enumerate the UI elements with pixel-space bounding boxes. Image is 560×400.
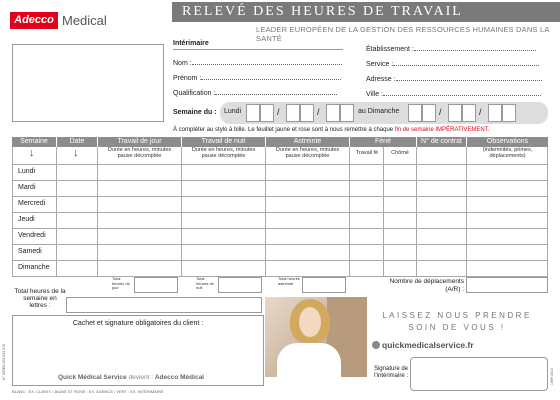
date-box[interactable] [260, 104, 274, 122]
sub-header-duree: Durée en heures, minutes pause décomptée [275, 147, 340, 159]
col-divider [56, 147, 57, 277]
week-date-strip [220, 102, 548, 124]
total-semaine-label: Total heures de la semaine en lettres : [14, 288, 66, 309]
qualification-field[interactable]: Qualification : [173, 88, 337, 97]
col-divider [265, 147, 266, 277]
total-jour-label: Total heures de jour [112, 276, 130, 290]
interimaire-signature-box[interactable] [410, 357, 548, 391]
ville-field[interactable]: Ville : [366, 89, 541, 98]
sub-header-observations: (indemnités, primes, déplacements) [482, 147, 533, 159]
form-title: RELEVÉ DES HEURES DE TRAVAIL [172, 2, 560, 22]
row-divider [12, 260, 548, 261]
date-separator: / [277, 107, 280, 117]
date-box[interactable] [448, 104, 462, 122]
date-box[interactable] [246, 104, 260, 122]
etablissement-field[interactable]: Établissement : [366, 44, 536, 53]
row-divider [12, 180, 548, 181]
section-divider [173, 49, 343, 50]
sub-header-travail-ferie: Travail fé [355, 150, 379, 156]
siren-code: N° SIREN 403 034 619 [2, 343, 6, 380]
sub-header-chome: Chômé [391, 150, 409, 156]
nom-field[interactable]: Nom : [173, 58, 342, 67]
day-label-jeudi: Jeudi [18, 216, 35, 223]
sub-header-duree: Durée en heures, minutes pause décomptée [107, 147, 172, 159]
instructions-note: À compléter au stylo à bille. Le feuillet jaune et rose sont à nous remettre à chaque fin de semaine IMPÉRATIVEMENT. [173, 127, 490, 133]
day-label-mercredi: Mercredi [18, 200, 46, 207]
day-label-lundi: Lundi [18, 168, 36, 175]
semaine-label: Semaine du : [173, 109, 217, 116]
day-label-samedi: Samedi [18, 248, 42, 255]
row-divider [12, 244, 548, 245]
date-separator: / [479, 107, 482, 117]
date-box[interactable] [408, 104, 422, 122]
day-label-vendredi: Vendredi [18, 232, 46, 239]
date-box[interactable] [422, 104, 436, 122]
col-header-astreinte: Astreinte [266, 137, 349, 147]
row-divider [12, 196, 548, 197]
down-arrow-icon: ↓ [73, 147, 79, 159]
date-box[interactable] [502, 104, 516, 122]
logo-subtitle: Medical [62, 13, 107, 28]
down-arrow-icon: ↓ [29, 147, 35, 159]
row-divider [12, 228, 548, 229]
promo-url-link[interactable]: quickmedicalservice.fr [372, 340, 474, 350]
adresse-field[interactable]: Adresse : [366, 74, 542, 83]
hours-table [12, 137, 548, 279]
date-separator: / [317, 107, 320, 117]
qms-logo-icon [372, 341, 380, 349]
date-box[interactable] [462, 104, 476, 122]
sub-header-duree: Durée en heures, minutes pause décomptée [191, 147, 256, 159]
col-header-jour: Travail de jour [98, 137, 181, 147]
interimaire-section-label: Intérimaire [173, 40, 209, 47]
col-divider [416, 147, 417, 277]
interimaire-signature-label: Signature de l'intérimaire : [373, 366, 408, 379]
col-header-ferie: Férié [350, 137, 416, 147]
col-header-contrat: N° de contrat [417, 137, 466, 147]
col-divider [466, 147, 467, 277]
col-divider [383, 147, 384, 277]
deplacements-input[interactable] [466, 277, 548, 293]
date-box[interactable] [300, 104, 314, 122]
total-jour-input[interactable] [134, 277, 178, 293]
col-divider [547, 147, 548, 277]
col-divider [349, 147, 350, 277]
col-header-date: Date [57, 137, 97, 147]
row-divider [12, 164, 548, 165]
total-astreinte-label: Total heures astreinte [278, 276, 300, 286]
col-divider [97, 147, 98, 277]
dimanche-label: au Dimanche [358, 108, 400, 115]
row-divider [12, 212, 548, 213]
copy-distribution-note: BLANC : EX. CLIENT / JAUNE ET ROSE : EX. AGENCE / VERT : EX. INTÉRIMAIRE [12, 389, 164, 394]
form-version-code: 1/HR 2010 [550, 368, 554, 385]
client-signature-box[interactable] [12, 315, 264, 386]
tagline: LEADER EUROPÉEN DE LA GESTION DES RESSOURCES HUMAINES DANS LA SANTÉ [256, 25, 550, 43]
qms-notice: Quick Médical Service devient : Adecco Médical [58, 374, 204, 381]
total-astreinte-input[interactable] [302, 277, 346, 293]
service-field[interactable]: Service : [366, 59, 539, 68]
col-header-semaine: Semaine [12, 137, 56, 147]
agency-stamp-box[interactable] [12, 44, 164, 122]
total-nuit-input[interactable] [218, 277, 262, 293]
date-box[interactable] [326, 104, 340, 122]
total-semaine-input[interactable] [66, 297, 262, 313]
lundi-label: Lundi [224, 108, 242, 115]
date-box[interactable] [340, 104, 354, 122]
deplacements-label: Nombre de déplacements (A/R) : [389, 278, 464, 293]
date-box[interactable] [286, 104, 300, 122]
day-label-dimanche: Dimanche [18, 264, 50, 271]
total-nuit-label: Total heures de nuit [196, 276, 214, 290]
col-header-nuit: Travail de nuit [182, 137, 265, 147]
date-separator: / [439, 107, 442, 117]
nurse-photo [265, 297, 367, 377]
adecco-logo: Adecco [10, 12, 58, 29]
col-header-observations: Observations [467, 137, 548, 147]
prenom-field[interactable]: Prénom : [173, 73, 341, 82]
client-signature-label: Cachet et signature obligatoires du client : [72, 320, 204, 327]
date-box[interactable] [488, 104, 502, 122]
col-divider [181, 147, 182, 277]
promo-tagline: LAISSEZ NOUS PRENDRE SOIN DE VOUS ! [382, 311, 532, 332]
col-divider [12, 147, 13, 277]
day-label-mardi: Mardi [18, 184, 36, 191]
